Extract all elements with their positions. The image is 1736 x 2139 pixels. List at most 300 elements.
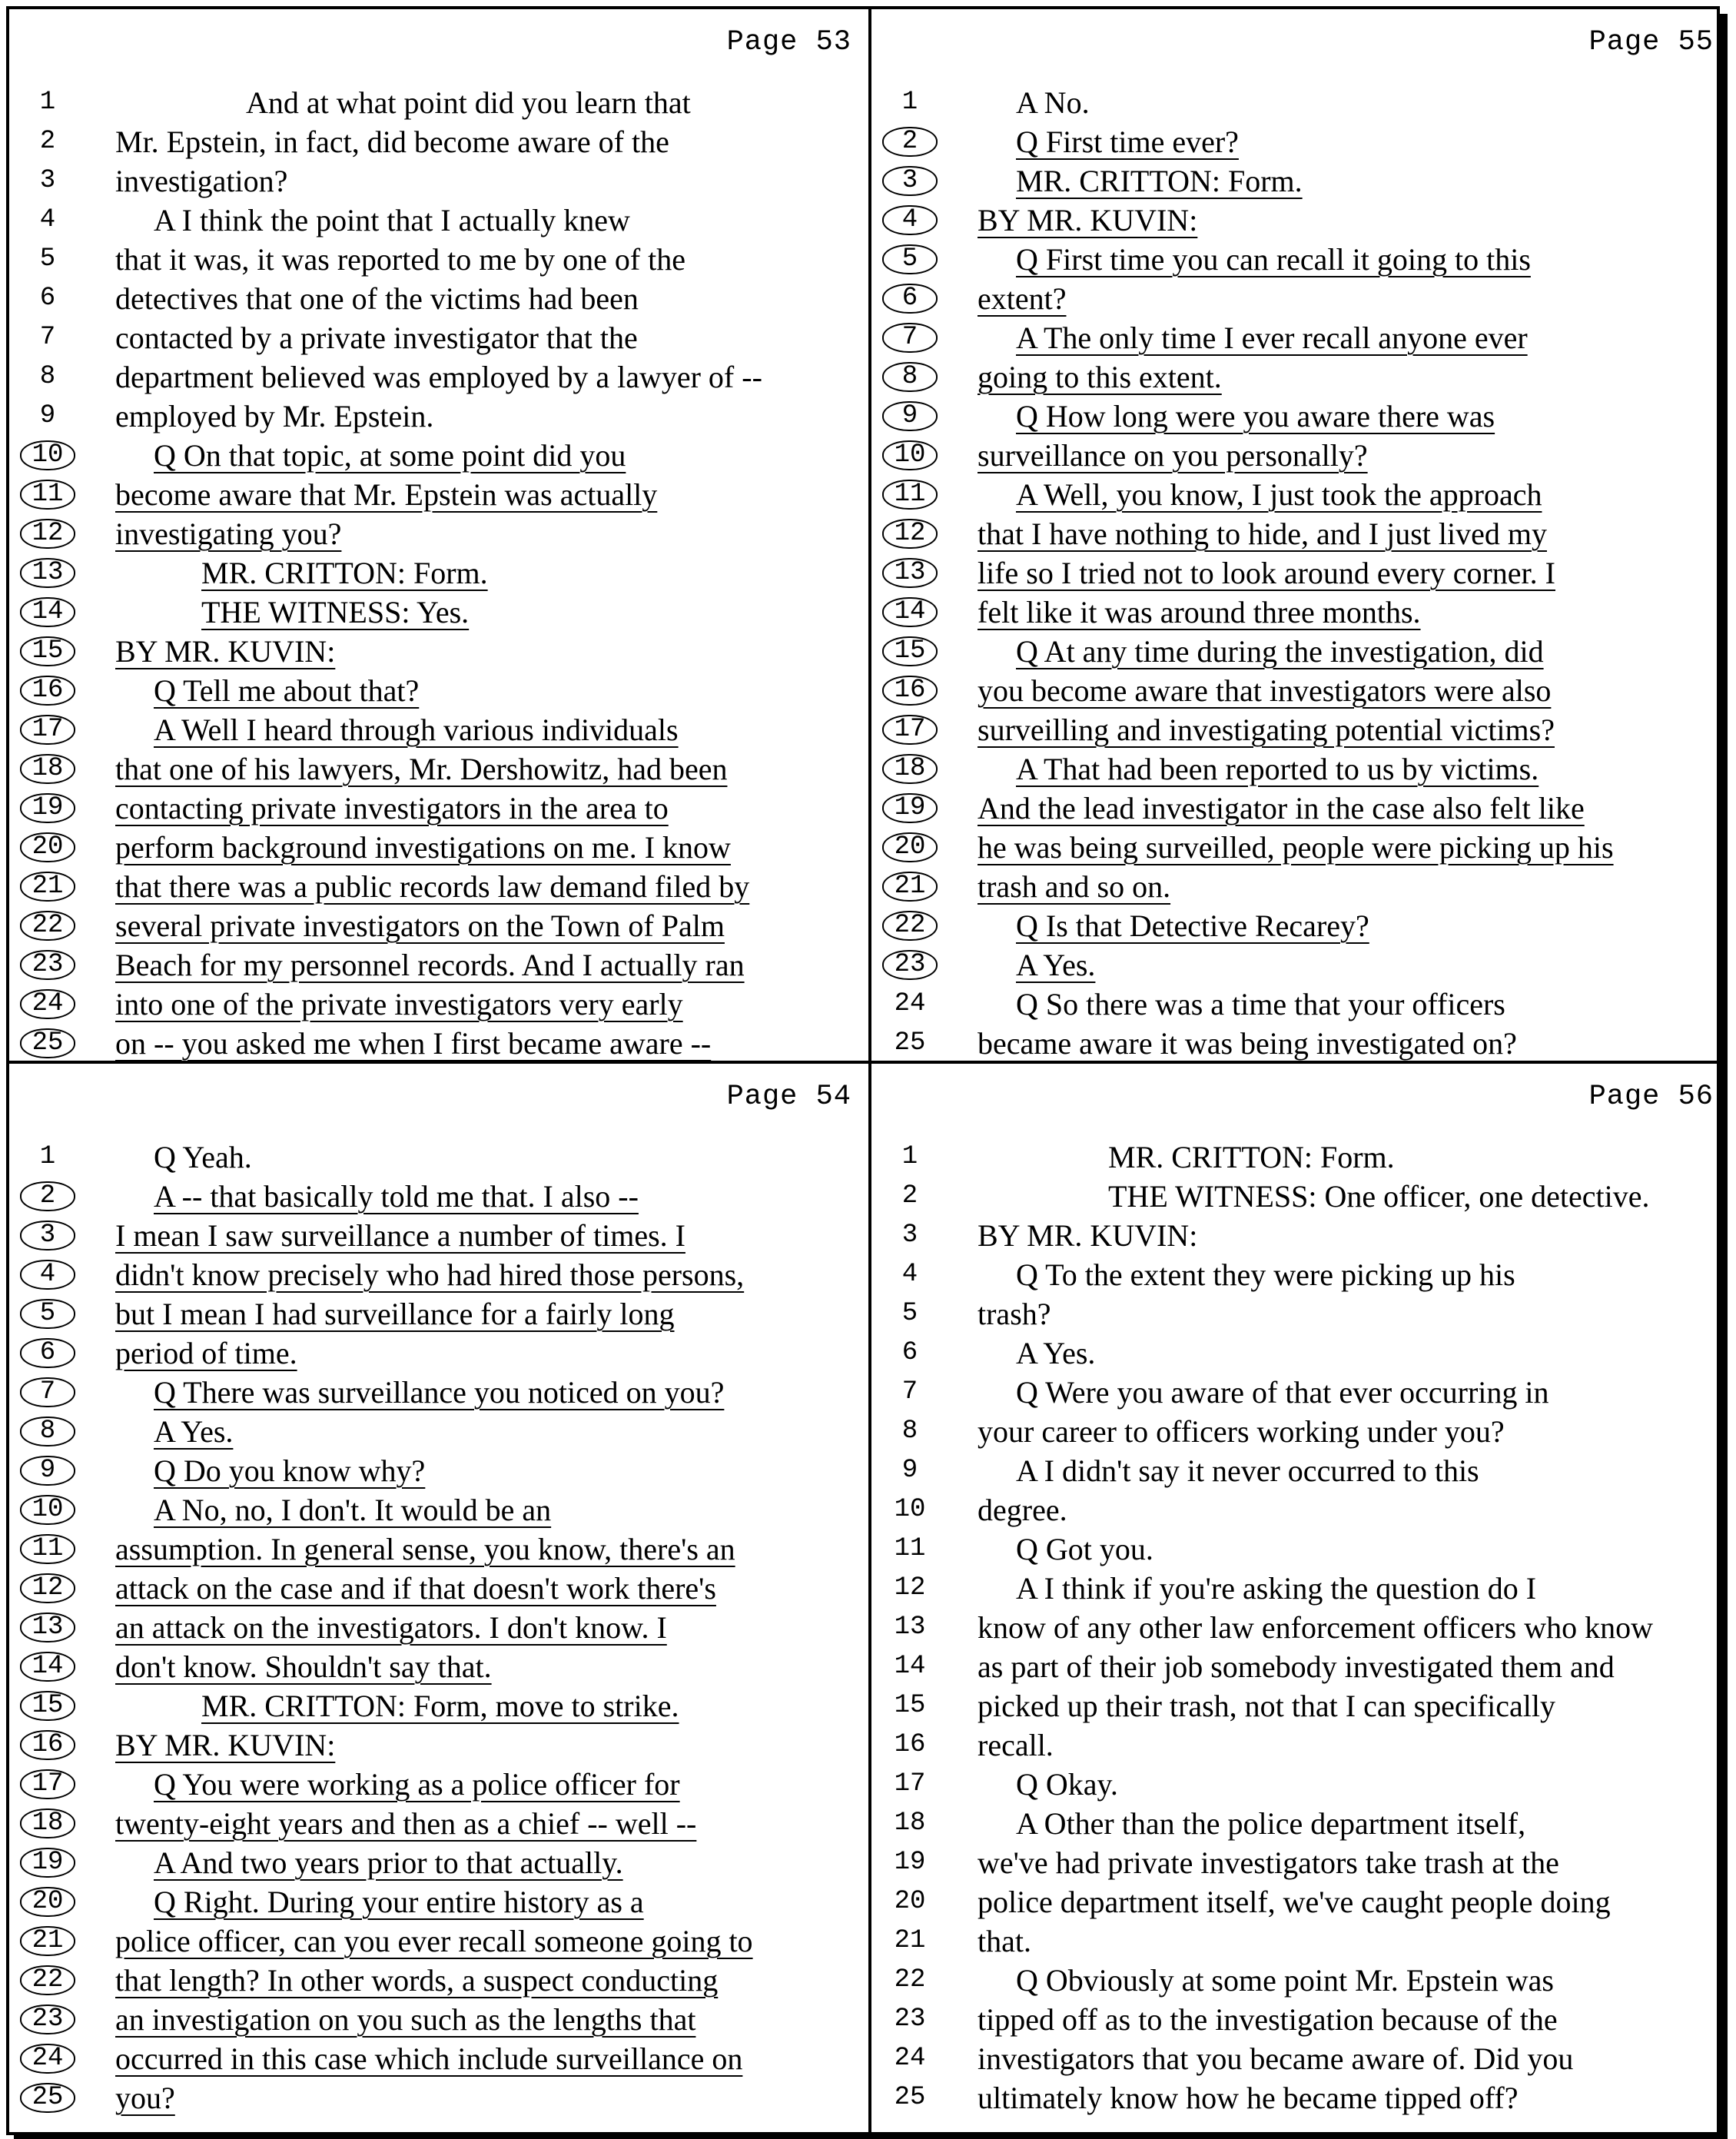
line-text: life so I tried not to look around every corner. I [978,556,1555,590]
transcript-line [871,1294,1724,1334]
transcript-lines [9,1138,862,2117]
line-text: Q On that topic, at some point did you [154,438,626,473]
line-text: I mean I saw surveillance a number of times. I [115,1218,685,1253]
line-number: 20 [9,828,86,867]
line-text: BY MR. KUVIN: [978,203,1198,237]
line-text: attack on the case and if that doesn't work there's [115,1571,716,1606]
line-text: employed by Mr. Epstein. [115,399,434,433]
transcript-line [871,1804,1724,1843]
transcript-lines [9,83,862,1063]
line-text: Q First time ever? [1016,125,1239,159]
transcript-line [871,1373,1724,1412]
line-text: Q Is that Detective Recarey? [1016,908,1369,943]
line-number: 8 [871,357,948,397]
line-number: 12 [871,514,948,553]
transcript-line [9,161,862,201]
line-number: 16 [9,671,86,710]
line-number: 6 [39,284,56,313]
line-text: didn't know precisely who had hired those persons, [115,1257,745,1292]
line-number: 1 [901,88,918,117]
line-text: Q Right. During your entire history as a [154,1885,644,1919]
line-text: contacting private investigators in the area to [115,791,669,825]
line-text: A Yes. [1016,1336,1096,1370]
line-number: 17 [9,710,86,749]
line-text: that length? In other words, a suspect conducting [115,1963,719,1998]
line-number: 22 [9,1961,86,2000]
line-number: 18 [871,749,948,789]
line-number: 19 [9,789,86,828]
line-text: several private investigators on the Town of Palm [115,908,725,943]
transcript-line [871,1725,1724,1765]
transcript-sheet [6,6,1720,2135]
line-text: Q Got you. [1016,1532,1153,1566]
transcript-line [871,906,1724,945]
line-text: Q To the extent they were picking up his [1016,1257,1515,1292]
line-text: A That had been reported to us by victims. [1016,752,1539,786]
transcript-line [871,279,1724,318]
line-number: 20 [894,1887,926,1916]
line-text: THE WITNESS: One officer, one detective. [1108,1179,1650,1214]
line-text: investigators that you became aware of. Did you [978,2041,1574,2076]
line-text: picked up their trash, not that I can specifically [978,1689,1555,1723]
transcript-line [871,1490,1724,1530]
line-text: an investigation on you such as the lengths that [115,2002,696,2037]
line-text: degree. [978,1493,1067,1527]
transcript-line [871,1961,1724,2000]
transcript-line [9,1530,862,1569]
line-text: Q Yeah. [154,1140,252,1174]
line-text: but I mean I had surveillance for a fairly long [115,1297,675,1331]
transcript-line [9,436,862,475]
line-number: 10 [9,1490,86,1530]
transcript-line [9,710,862,749]
line-number: 5 [871,240,948,279]
line-text: Q So there was a time that your officers [1016,987,1505,1021]
transcript-line [9,1138,862,1177]
line-number: 4 [9,1255,86,1294]
line-number: 19 [871,789,948,828]
line-number: 12 [9,1569,86,1608]
line-text: investigation? [115,164,288,198]
line-text: department believed was employed by a lawyer of -- [115,360,762,394]
line-text: become aware that Mr. Epstein was actually [115,477,658,512]
transcript-line [871,593,1724,632]
line-number: 8 [39,362,56,391]
line-number: 19 [894,1848,926,1877]
line-text: going to this extent. [978,360,1222,394]
line-number: 7 [39,323,56,352]
line-text: into one of the private investigators very early [115,987,683,1021]
transcript-line [9,279,862,318]
transcript-line [9,632,862,671]
line-text: Q Do you know why? [154,1453,426,1488]
transcript-line [9,1765,862,1804]
transcript-line [871,1882,1724,1921]
line-number: 1 [901,1142,918,1171]
line-number: 20 [871,828,948,867]
transcript-line [871,1216,1724,1255]
transcript-line [9,1373,862,1412]
line-text: felt like it was around three months. [978,595,1421,629]
line-number: 11 [894,1534,926,1563]
transcript-line [871,749,1724,789]
line-number: 11 [871,475,948,514]
line-text: BY MR. KUVIN: [115,634,336,669]
line-number: 1 [39,88,56,117]
line-number: 16 [894,1730,926,1759]
transcript-line [871,632,1724,671]
transcript-line [9,1451,862,1490]
transcript-line [9,867,862,906]
line-text: trash and so on. [978,869,1171,904]
transcript-line [871,1024,1724,1063]
transcript-line [871,1451,1724,1490]
line-text: BY MR. KUVIN: [978,1218,1198,1253]
line-text: don't know. Shouldn't say that. [115,1649,492,1684]
line-text: Beach for my personnel records. And I actually ran [115,948,745,982]
transcript-line [871,789,1724,828]
transcript-line [871,553,1724,593]
line-text: surveilling and investigating potential victims? [978,712,1555,747]
line-text: A I think if you're asking the question do I [1016,1571,1537,1606]
line-number: 5 [9,1294,86,1334]
line-number: 23 [871,945,948,985]
transcript-line [871,867,1724,906]
transcript-line [9,985,862,1024]
transcript-line [871,1138,1724,1177]
line-number: 18 [9,749,86,789]
page-label: Page 54 [726,1081,851,1113]
line-text: A No. [1016,85,1090,120]
line-number: 8 [9,1412,86,1451]
line-number: 20 [9,1882,86,1921]
line-number: 17 [871,710,948,749]
line-text: ultimately know how he became tipped off? [978,2081,1519,2115]
transcript-line [9,1294,862,1334]
transcript-line [871,1177,1724,1216]
line-text: Q You were working as a police officer for [154,1767,680,1802]
transcript-line [871,201,1724,240]
transcript-line [9,475,862,514]
line-number: 23 [894,2004,926,2034]
line-text: MR. CRITTON: Form. [1016,164,1303,198]
transcript-line [871,161,1724,201]
transcript-line [871,985,1724,1024]
transcript-line [9,671,862,710]
transcript-line [9,1024,862,1063]
line-text: BY MR. KUVIN: [115,1728,336,1762]
line-number: 24 [9,2039,86,2078]
line-text: that. [978,1924,1031,1958]
line-number: 2 [9,1177,86,1216]
line-text: surveillance on you personally? [978,438,1368,473]
transcript-line [9,357,862,397]
line-number: 17 [9,1765,86,1804]
line-text: period of time. [115,1336,297,1370]
transcript-line [9,945,862,985]
transcript-line [871,1334,1724,1373]
line-text: that one of his lawyers, Mr. Dershowitz, had been [115,752,728,786]
transcript-line [9,906,862,945]
line-text: Q There was surveillance you noticed on you? [154,1375,725,1410]
transcript-line [9,2000,862,2039]
line-number: 9 [9,1451,86,1490]
transcript-line [9,318,862,357]
line-text: Q Were you aware of that ever occurring in [1016,1375,1549,1410]
transcript-lines [871,83,1724,1063]
line-text: occurred in this case which include surveillance on [115,2041,743,2076]
transcript-line [871,475,1724,514]
transcript-line [871,1255,1724,1294]
line-number: 2 [871,122,948,161]
line-number: 24 [894,2044,926,2073]
transcript-line [871,2078,1724,2117]
line-text: Q First time you can recall it going to this [1016,242,1531,277]
line-number: 9 [871,397,948,436]
line-number: 17 [894,1769,926,1799]
transcript-line [9,789,862,828]
line-text: A I think the point that I actually knew [154,203,630,237]
page-panel-55 [871,9,1724,1059]
line-number: 13 [894,1613,926,1642]
line-text: twenty-eight years and then as a chief -- well -- [115,1806,697,1841]
transcript-line [871,1569,1724,1608]
line-text: Q How long were you aware there was [1016,399,1495,433]
line-number: 7 [901,1377,918,1407]
line-text: extent? [978,281,1067,316]
line-text: A -- that basically told me that. I also -- [154,1179,639,1214]
line-number: 7 [871,318,948,357]
transcript-lines [871,1138,1724,2117]
line-text: A Well, you know, I just took the approach [1016,477,1542,512]
transcript-line [871,122,1724,161]
line-text: Q At any time during the investigation, did [1016,634,1544,669]
line-text: know of any other law enforcement officers who know [978,1610,1653,1645]
line-number: 25 [9,2078,86,2117]
transcript-line [871,1686,1724,1725]
line-text: contacted by a private investigator that the [115,321,638,355]
line-number: 23 [9,945,86,985]
line-number: 21 [9,1921,86,1961]
transcript-line [9,240,862,279]
line-number: 3 [871,161,948,201]
transcript-line [871,318,1724,357]
line-number: 15 [871,632,948,671]
transcript-line [9,749,862,789]
line-number: 21 [9,867,86,906]
line-text: police officer, can you ever recall someone going to [115,1924,753,1958]
transcript-line [871,436,1724,475]
line-number: 13 [9,553,86,593]
line-number: 16 [9,1725,86,1765]
line-text: you? [115,2081,175,2115]
transcript-line [871,514,1724,553]
page-panel-56 [871,1064,1724,2114]
line-number: 8 [901,1417,918,1446]
transcript-line [871,240,1724,279]
line-number: 9 [901,1456,918,1485]
line-number: 25 [894,1028,926,1058]
line-text: MR. CRITTON: Form. [1108,1140,1395,1174]
transcript-line [9,1569,862,1608]
line-text: And the lead investigator in the case also felt like [978,791,1585,825]
line-number: 24 [9,985,86,1024]
line-number: 25 [894,2083,926,2112]
transcript-line [871,1765,1724,1804]
line-text: Q Okay. [1016,1767,1118,1802]
line-number: 14 [894,1652,926,1681]
line-number: 4 [39,205,56,234]
transcript-line [871,1530,1724,1569]
transcript-line [9,1608,862,1647]
line-text: A And two years prior to that actually. [154,1845,623,1880]
transcript-line [9,201,862,240]
line-number: 6 [871,279,948,318]
line-number: 21 [871,867,948,906]
line-number: 23 [9,2000,86,2039]
line-number: 4 [901,1260,918,1289]
line-number: 5 [901,1299,918,1328]
line-text: A Well I heard through various individuals [154,712,679,747]
line-text: Q Tell me about that? [154,673,420,708]
transcript-line [9,1804,862,1843]
line-text: perform background investigations on me. I know [115,830,731,865]
transcript-line [9,1647,862,1686]
line-text: MR. CRITTON: Form, move to strike. [201,1689,679,1723]
line-number: 15 [9,632,86,671]
line-number: 25 [9,1024,86,1063]
line-number: 4 [871,201,948,240]
line-text: THE WITNESS: Yes. [201,595,470,629]
transcript-line [9,1686,862,1725]
line-number: 10 [871,436,948,475]
page-label: Page 56 [1588,1081,1714,1113]
line-number: 15 [894,1691,926,1720]
line-text: Q Obviously at some point Mr. Epstein was [1016,1963,1554,1998]
line-text: A Yes. [154,1414,234,1449]
line-number: 5 [39,244,56,274]
line-text: he was being surveilled, people were picking up his [978,830,1614,865]
transcript-line [871,945,1724,985]
line-number: 3 [9,1216,86,1255]
page-label: Page 53 [726,26,851,58]
transcript-line [9,1961,862,2000]
line-text: A The only time I ever recall anyone ever [1016,321,1528,355]
transcript-line [871,671,1724,710]
transcript-line [9,593,862,632]
line-number: 24 [894,989,926,1018]
transcript-line [871,710,1724,749]
transcript-line [9,83,862,122]
line-number: 1 [39,1142,56,1171]
line-text: tipped off as to the investigation because of the [978,2002,1558,2037]
line-number: 22 [9,906,86,945]
line-text: became aware it was being investigated on? [978,1026,1517,1061]
transcript-line [9,1725,862,1765]
line-text: as part of their job somebody investigated them and [978,1649,1615,1684]
transcript-line [9,397,862,436]
line-number: 10 [894,1495,926,1524]
line-number: 12 [9,514,86,553]
line-text: your career to officers working under you? [978,1414,1505,1449]
line-text: police department itself, we've caught people doing [978,1885,1611,1919]
line-number: 18 [894,1809,926,1838]
line-number: 14 [9,1647,86,1686]
line-text: on -- you asked me when I first became aware -- [115,1026,712,1061]
line-number: 10 [9,436,86,475]
transcript-line [871,357,1724,397]
transcript-line [9,2039,862,2078]
transcript-line [9,1843,862,1882]
line-number: 22 [894,1965,926,1995]
transcript-line [9,1255,862,1294]
line-number: 21 [894,1926,926,1955]
transcript-line [9,1412,862,1451]
line-text: And at what point did you learn that [246,85,691,120]
line-text: trash? [978,1297,1051,1331]
transcript-line [9,1490,862,1530]
line-number: 16 [871,671,948,710]
line-text: we've had private investigators take trash at the [978,1845,1559,1880]
transcript-line [9,828,862,867]
transcript-line [871,1647,1724,1686]
transcript-line [871,1921,1724,1961]
transcript-line [9,1334,862,1373]
transcript-line [871,1608,1724,1647]
line-number: 3 [39,166,56,195]
transcript-line [871,2000,1724,2039]
line-text: MR. CRITTON: Form. [201,556,488,590]
line-number: 3 [901,1221,918,1250]
line-text: that there was a public records law demand filed by [115,869,750,904]
line-number: 11 [9,1530,86,1569]
line-text: A No, no, I don't. It would be an [154,1493,552,1527]
transcript-line [9,1882,862,1921]
transcript-line [9,1921,862,1961]
line-text: Mr. Epstein, in fact, did become aware of the [115,125,669,159]
line-number: 14 [871,593,948,632]
transcript-line [9,2078,862,2117]
line-number: 6 [9,1334,86,1373]
line-text: assumption. In general sense, you know, there's an [115,1532,735,1566]
line-text: investigating you? [115,516,342,551]
line-text: that I have nothing to hide, and I just lived my [978,516,1547,551]
line-number: 6 [901,1338,918,1367]
page-label: Page 55 [1588,26,1714,58]
line-number: 19 [9,1843,86,1882]
transcript-line [871,1412,1724,1451]
transcript-line [9,514,862,553]
transcript-line [871,2039,1724,2078]
transcript-line [9,122,862,161]
transcript-line [871,83,1724,122]
line-text: detectives that one of the victims had been [115,281,639,316]
page-panel-54 [9,1064,862,2114]
page-panel-53 [9,9,862,1059]
line-number: 22 [871,906,948,945]
transcript-line [871,397,1724,436]
line-number: 14 [9,593,86,632]
line-text: an attack on the investigators. I don't know. I [115,1610,667,1645]
line-text: A Other than the police department itself, [1016,1806,1526,1841]
transcript-line [9,1177,862,1216]
line-number: 11 [9,475,86,514]
line-text: recall. [978,1728,1054,1762]
transcript-line [9,1216,862,1255]
line-number: 7 [9,1373,86,1412]
line-number: 9 [39,401,56,430]
line-text: A Yes. [1016,948,1096,982]
